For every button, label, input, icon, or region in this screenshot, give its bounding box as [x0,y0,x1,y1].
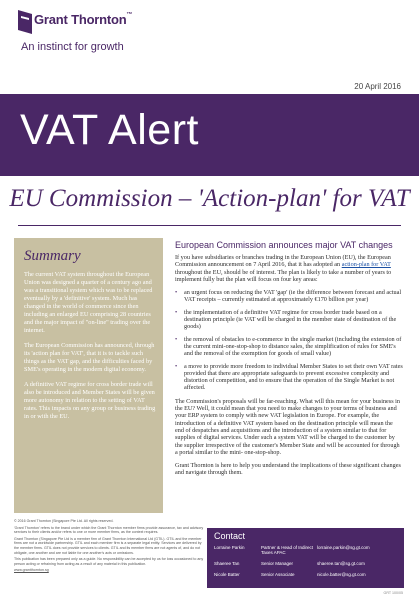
footer-line: © 2016 Grant Thornton (Singapore Pte Ltd. All rights reserved. [14,519,114,523]
list-item: • the removal of obstacles to e-commerce in the single market (including the extension of the current mini-one-stop-shop to distance sales, the simplification of rules for SME's and the removal of the exemption for goods of small value) [175,336,403,358]
contact-role: Senior Associate [261,572,295,577]
brand-tagline: An instinct for growth [21,41,124,53]
headline: EU Commission – 'Action-plan' for VAT [9,185,410,212]
article-heading: European Commission announces major VAT changes [175,240,393,250]
summary-body [24,271,156,428]
publication-date: 20 April 2016 [354,82,401,91]
footer-website-link[interactable]: www.grantthornton.sg [14,568,49,573]
summary-box [14,238,163,513]
article-paragraph: The Commission's proposals will be far-reaching. What will this mean for your business in the EU? Well, it could mean that you need to make changes to your terms of business and your ERP system to comply with new VAT legislation in Europe. For example, the introduction of a definitive VAT system based on the destination principle will mean the end of despatches and acquisitions and the introduction of a system similar to that for supplies of digital services. Under such a system VAT will be charged to the customer by the supplier irrespective of the customer's Member State and will be accounted for through a portal similar to the mini- one-stop-shop. [175,397,400,456]
legal-footer [14,519,204,575]
contact-row [214,561,402,571]
contact-title: Contact [214,531,246,541]
summary-paragraph: The current VAT system throughout the European Union was designed a quarter of a century ago and was a transitional system which was to be replaced eventually by a 'definitive' system. Much has changed in the world of commerce since then including an enlarged EU comprising 28 countries and the major impact of "on-line" trading over the internet. [24,271,153,334]
list-item: • the implementation of a definitive VAT regime for cross border trade based on a destination principle (ie VAT will be charged in the member state of destination of the goods) [175,309,403,331]
footer-line: Grant Thornton (Singapore Pte Ltd is a member firm of Grant Thornton International Ltd (GTIL). GTIL and the member firms are not a worldwide partnership. GTIL and each member firm is a separate legal entity. Services are delivered by the member firms. GTIL does not provide services to clients. GTIL and its member firms are not agents of, and do not obligate, one another and are not liable for one another's acts or omissions. [14,536,202,555]
summary-paragraph: The European Commission has announced, through its 'action plan for VAT', that it is to tackle such things as the VAT gap, and the difficulties faced by SME's operating in the modern digital economy. [24,342,155,373]
list-item: • an urgent focus on reducing the VAT 'gap' (ie the difference between forecast and actual VAT receipts – currently estimated at approximately €170 billion per year) [175,289,403,304]
contact-name: Nicole Batter [214,572,240,577]
contact-email[interactable]: shaeree.tan@sg.gt.com [317,561,365,566]
headline-divider [18,225,401,226]
grant-thornton-logo-icon [18,10,32,34]
contact-email[interactable]: lorraine.parkin@sg.gt.com [317,545,370,550]
contact-role: Senior Manager [261,561,294,566]
contact-row [214,572,402,582]
document-code: GRT 100/05 [383,591,403,595]
list-item: • a move to provide more freedom to individual Member States to set their own VAT rates provided that there are appropriate safeguards to prevent excessive complexity and distortion of competition, and to ensure that the operation of the Single Market is not affected. [175,363,403,392]
page-title: VAT Alert [20,106,199,154]
article-intro: If you have subsidiaries or branches trading in the European Union (EU), the European Commission announcement on 7 April 2016, that it has adopted an action-plan for VAT throughout the EU, should be of interest. The plan is likely to take a number of years to implement fully but the plan will focus on four key areas: [175,254,392,283]
contact-email[interactable]: nicole.batter@sg.gt.com [317,572,366,577]
article [175,240,403,483]
footer-line: 'Grant Thornton' refers to the brand under which the Grant Thornton member firms provide assurance, tax and advisory services to their clients and/or refers to one or more member firms, as the context requires. [14,525,204,535]
contact-row [214,545,402,555]
article-paragraph: Grant Thornton is here to help you understand the implications of these significant changes and navigate through them. [175,462,401,477]
contact-name: Shaeree Tan [214,561,240,566]
summary-title: Summary [24,248,81,264]
action-plan-link[interactable]: action-plan for VAT [341,261,391,269]
contact-role: Partner & Head of Indirect Taxes APAC [261,545,314,555]
footer-line: This publication has been prepared only as a guide. No responsibility can be accepted by us for loss occasioned to any person acting or refraining from acting as a result of any material in this publication. [14,557,204,566]
key-areas-list [175,289,403,392]
brand-name: Grant Thornton™ [34,12,133,27]
contact-name: Lorraine Parkin [214,545,245,550]
contact-box [207,528,404,588]
summary-paragraph: A definitive VAT regime for cross border trade will also be introduced and Member States will be given more autonomy in relation to the setting of VAT rates. This impacts on any group or business trading in or with the EU. [24,381,156,420]
grant-thornton-logo [18,10,32,34]
